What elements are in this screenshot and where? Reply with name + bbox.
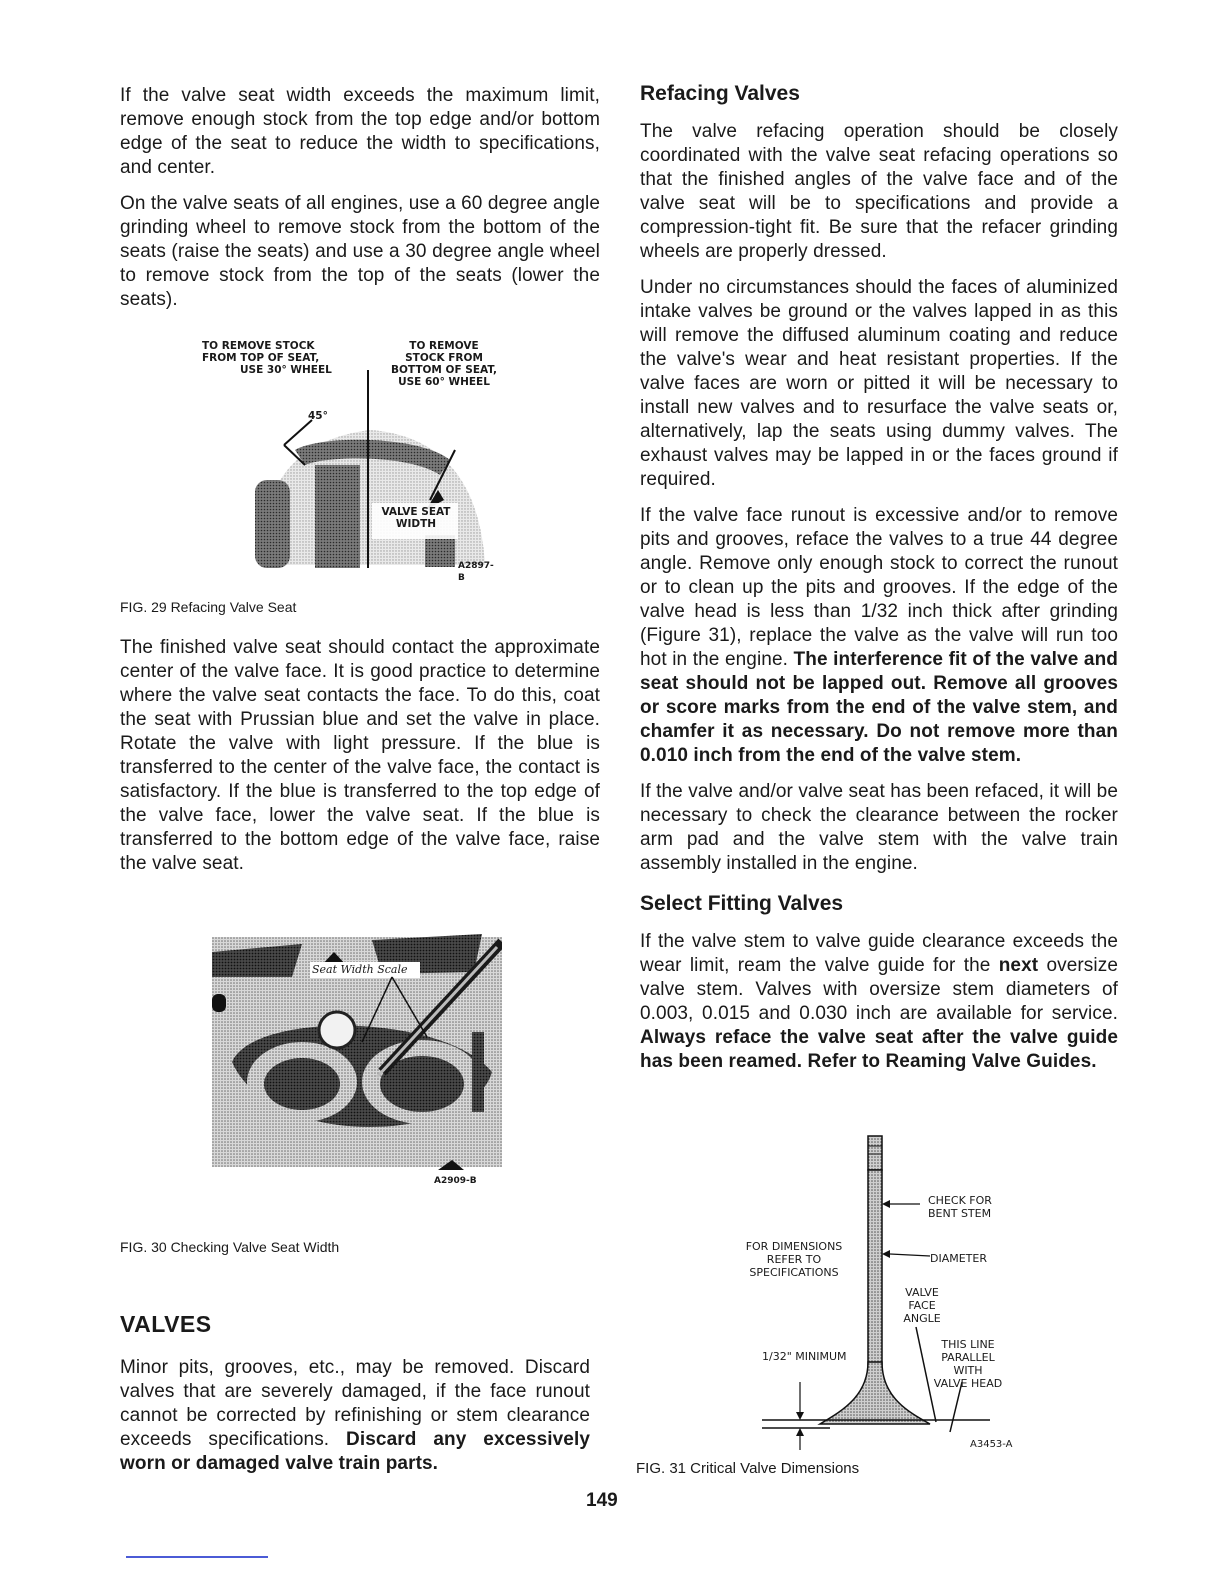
figure-code: A3453-A — [970, 1439, 1013, 1450]
label-line: BENT STEM — [928, 1207, 992, 1220]
paragraph-seat-width: If the valve seat width exceeds the maximum limit, remove enough stock from the top edge and/or bottom edge of the seat to reduce the width to specifications, and center. — [120, 85, 600, 178]
heading-refacing-valves: Refacing Valves — [640, 82, 800, 105]
figure-29-caption: FIG. 29 Refacing Valve Seat — [120, 599, 297, 615]
label-line: WITH — [953, 1364, 983, 1377]
right-column — [640, 80, 1118, 1086]
label-remove-stock-bottom — [384, 340, 504, 388]
paragraph-valves — [120, 1356, 590, 1476]
section-heading-valves: VALVES — [120, 1311, 212, 1337]
figure-29 — [200, 340, 500, 583]
dimensions-label — [738, 1240, 850, 1279]
label-line: STOCK FROM — [405, 352, 483, 364]
runout-text: If the valve face runout is excessive and/or to remove pits and grooves, reface the valves to a true 44 degree angle. Remove only enough stock to correct the runout or to clean up the pits and grooves. If the edge of the valve head is less than 1/32 inch thick after grinding (Figure 31), replace the valve as the valve will run too hot in the engine. — [640, 505, 1118, 670]
label-line: PARALLEL — [941, 1351, 995, 1364]
label-line: VALVE HEAD — [933, 1377, 1003, 1390]
paragraph-rocker-clearance: If the valve and/or valve seat has been refaced, it will be necessary to check the clearance between the rocker arm pad and the valve stem with the valve train assembly installed in the engine. — [640, 781, 1119, 874]
label-line: BOTTOM OF SEAT, — [391, 364, 497, 376]
figure-30 — [212, 922, 502, 1187]
label-line: CHECK FOR — [928, 1194, 992, 1207]
valve-seat-width-label — [376, 506, 456, 530]
label-line: REFER TO — [766, 1253, 822, 1266]
label-line: USE 60° WHEEL — [398, 376, 490, 388]
label-line: FOR DIMENSIONS — [745, 1240, 843, 1253]
oversize-text: If the valve stem to valve guide clearance exceeds the wear limit, ream the valve guide for the — [640, 931, 1118, 976]
runout-bold-text: The interference fit of the valve and seat should not be lapped out. Remove all grooves or score marks from the end of the valve stem, and chamfer it as necessary. Do not remove more than 0.010 inch from the end of the valve stem. — [640, 649, 1118, 766]
angle-label: 45° — [308, 410, 328, 422]
label-line: VALVE — [905, 1286, 939, 1299]
label-line: ANGLE — [903, 1312, 941, 1325]
label-line: USE 30° WHEEL — [240, 364, 332, 376]
paragraph-aluminized-valves: Under no circumstances should the faces of aluminized intake valves be ground or the valves lapped in as this will remove the diffused aluminum coating and reduce the valve's wear and heat resistant properties. If the valve faces are worn or pitted it will be necessary to install new valves and to resurface the valve seats or, alternatively, lap the seats using dummy valves. The exhaust valves may be lapped in or the faces ground if required. — [640, 277, 1118, 490]
oversize-bold-text: Always reface the valve seat after the valve guide has been reamed. Refer to Reaming Valve Guides. — [640, 1027, 1118, 1072]
paragraph-prussian-blue: The finished valve seat should contact the approximate center of the valve face. It is good practice to determine where the valve seat contacts the face. To do this, coat the seat with Prussian blue and set the valve in place. Rotate the valve with light pressure. If the blue is transferred to the center of the valve face, the contact is satisfactory. If the blue is transferred to the top edge of the valve face, lower the valve seat. If the blue is transferred to the bottom edge of the valve face, raise the valve seat. — [120, 637, 600, 874]
valve-dimensions-drawing — [730, 1132, 1030, 1462]
label-line: TO REMOVE — [409, 340, 479, 352]
figure-code: A2897-B — [458, 561, 494, 583]
label-line: WIDTH — [395, 518, 437, 530]
seat-width-scale-label: Seat Width Scale — [312, 963, 408, 976]
figure-30-caption: FIG. 30 Checking Valve Seat Width — [120, 1239, 340, 1255]
label-line: TO REMOVE STOCK — [202, 340, 315, 352]
valves-bold-text: Discard any excessively worn or damaged valve train parts. — [120, 1429, 590, 1474]
label-line: FACE — [908, 1299, 936, 1312]
label-line: FROM TOP OF SEAT, — [202, 352, 320, 364]
label-line: THIS LINE — [941, 1338, 995, 1351]
label-line: VALVE SEAT — [381, 506, 451, 518]
page-number: 149 — [586, 1490, 618, 1511]
parallel-line-label — [928, 1338, 1008, 1390]
footer-rule — [126, 1556, 268, 1558]
check-bent-stem-label — [928, 1194, 992, 1220]
oversize-text-2: oversize valve stem. Valves with oversize stem diameters of 0.003, 0.015 and 0.030 inch are available for service. — [640, 955, 1118, 1024]
heading-select-fitting-valves: Select Fitting Valves — [640, 892, 844, 915]
valves-text: Minor pits, grooves, etc., may be removed. Discard valves that are severely damaged, if the face runout cannot be corrected by refinishing or stem clearance exceeds specifications. — [120, 1357, 590, 1450]
minimum-label: 1/32" MINIMUM — [762, 1350, 847, 1363]
valve-seat-width-photo — [212, 922, 502, 1187]
paragraph-grinding-wheel: On the valve seats of all engines, use a 60 degree angle grinding wheel to remove stock from the bottom of the seats (raise the seats) and use a 30 degree angle wheel to remove stock from the top of the seats (lower the seats). — [120, 193, 600, 310]
label-line: SPECIFICATIONS — [749, 1266, 839, 1279]
oversize-next-text: next — [998, 955, 1039, 976]
left-column — [120, 84, 600, 324]
label-remove-stock-top — [202, 340, 362, 376]
paragraph-oversize-valves — [640, 930, 1118, 1074]
valve-face-angle-label — [902, 1286, 942, 1325]
figure-31 — [730, 1132, 1030, 1462]
paragraph-refacing-operation: The valve refacing operation should be closely coordinated with the valve seat refacing operations so that the finished angles of the valve face and of the valve seat will be to specifications and provide a compression-tight fit. Be sure that the refacer grinding wheels are properly dressed. — [640, 121, 1118, 262]
paragraph-face-runout — [640, 504, 1118, 768]
figure-31-caption: FIG. 31 Critical Valve Dimensions — [636, 1460, 860, 1477]
figure-code: A2909-B — [434, 1176, 477, 1186]
diameter-label: DIAMETER — [930, 1252, 987, 1265]
